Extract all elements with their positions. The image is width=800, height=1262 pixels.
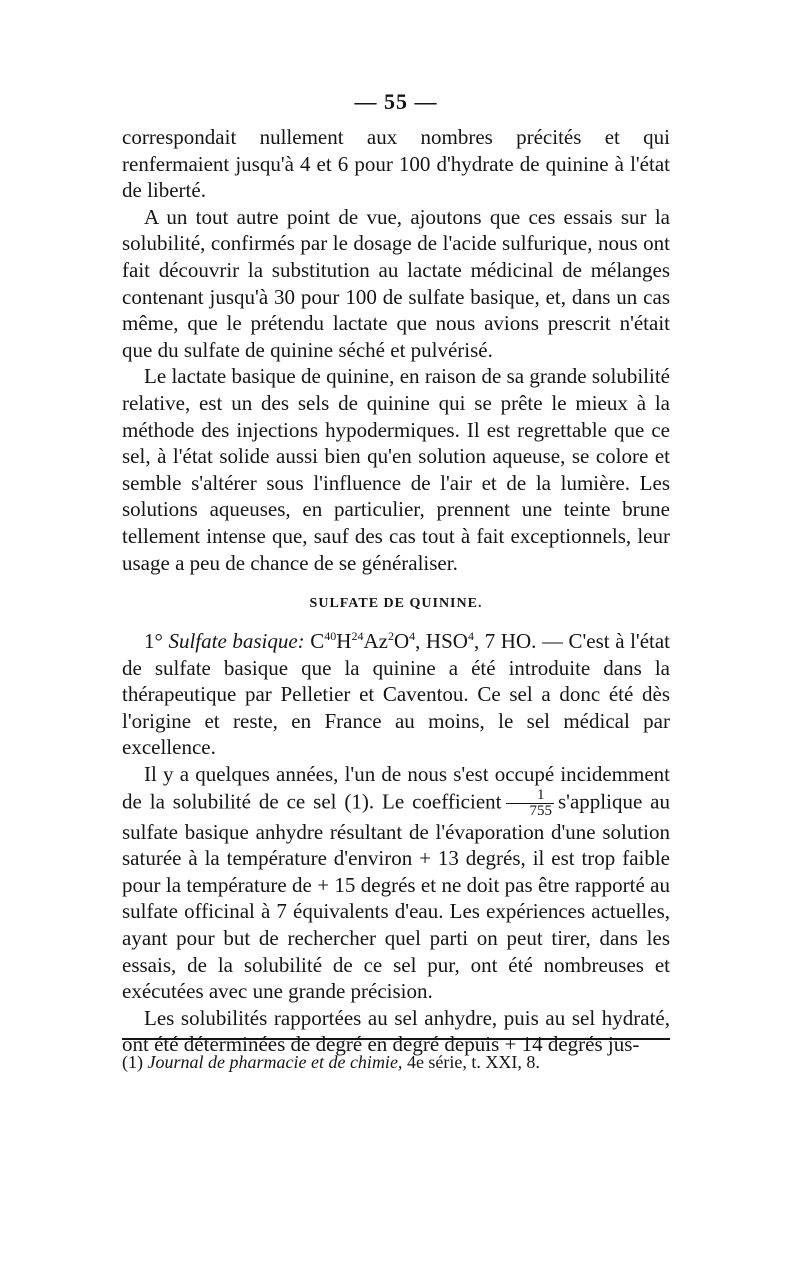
item-title: Sulfate basique:: [168, 629, 305, 654]
chemical-formula: $C^{40}H^{24}Az^2O^4$, HSO$^4$, 7 HO.: [310, 629, 537, 654]
paragraph-6: Les solubilités rapportées au sel anhydre, puis au sel hydraté, ont été déterminées de degré en degré depuis + 14 degrés jus-: [122, 1005, 670, 1057]
footnote-rule: [122, 1038, 670, 1040]
footnote-source: Journal de pharmacie et de chimie,: [147, 1052, 403, 1072]
paragraph-5: Il y a quelques années, l'un de nous s'est occupé incidemment de la solubilité de ce sel (1). Le coefficient $\frac{1}{755}$ s'applique au sulfate basique anhydre résultant de l'évaporation d'une solution saturée à la température d'environ + 13 degrés, il est trop faible pour la température de + 15 degrés et ne doit pas être rapporté au sulfate officinal à 7 équivalents d'eau. Les expériences actuelles, ayant pour but de rechercher quel parti on peut tirer, dans les essais, de la solubilité de ce sel pur, ont été nombreuses et exécutées avec une grande précision.: [122, 762, 670, 1004]
paragraph-4: [122, 628, 670, 761]
footnote-marker: (1): [122, 1052, 143, 1072]
footnote: [122, 1050, 670, 1074]
page-number: — 55 —: [354, 89, 438, 114]
item-number: 1°: [144, 629, 163, 654]
paragraph-2: A un tout autre point de vue, ajoutons que ces essais sur la solubilité, confirmés par le dosage de l'acide sulfurique, nous ont fait découvrir la substitution au lactate médicinal de mélanges contenant jusqu'à 30 pour 100 de sulfate basique, et, dans un cas même, que le prétendu lactate que nous avions prescrit n'était que du sulfate de quinine séché et pulvérisé.: [122, 204, 670, 362]
page-body: [122, 88, 670, 1058]
section-heading: SULFATE DE QUININE.: [309, 596, 483, 612]
paragraph-1: correspondait nullement aux nombres précités et qui renfermaient jusqu'à 4 et 6 pour 100 d'hydrate de quinine à l'état de liberté.: [122, 125, 670, 203]
fraction: $\frac{1}{755}$: [506, 788, 555, 819]
footnote-rest: 4e série, t. XXI, 8.: [406, 1052, 540, 1072]
paragraph-4-text: — C'est à l'état de sulfate basique que la quinine a été introduite dans la thérapeutique par Pelletier et Caventou. Ce sel a donc été dès l'origine et reste, en France au moins, le sel médical par excellence.: [122, 629, 670, 760]
paragraph-3: Le lactate basique de quinine, en raison de sa grande solubilité relative, est un des sels de quinine qui se prête le mieux à la méthode des injections hypodermiques. Il est regrettable que ce sel, à l'état solide aussi bien qu'en solution aqueuse, se colore et semble s'altérer sous l'influence de l'air et de la lumière. Les solutions aqueuses, en particulier, prennent une teinte brune tellement intense que, sauf des cas tout à fait exceptionnels, leur usage a peu de chance de se généraliser.: [122, 364, 670, 575]
